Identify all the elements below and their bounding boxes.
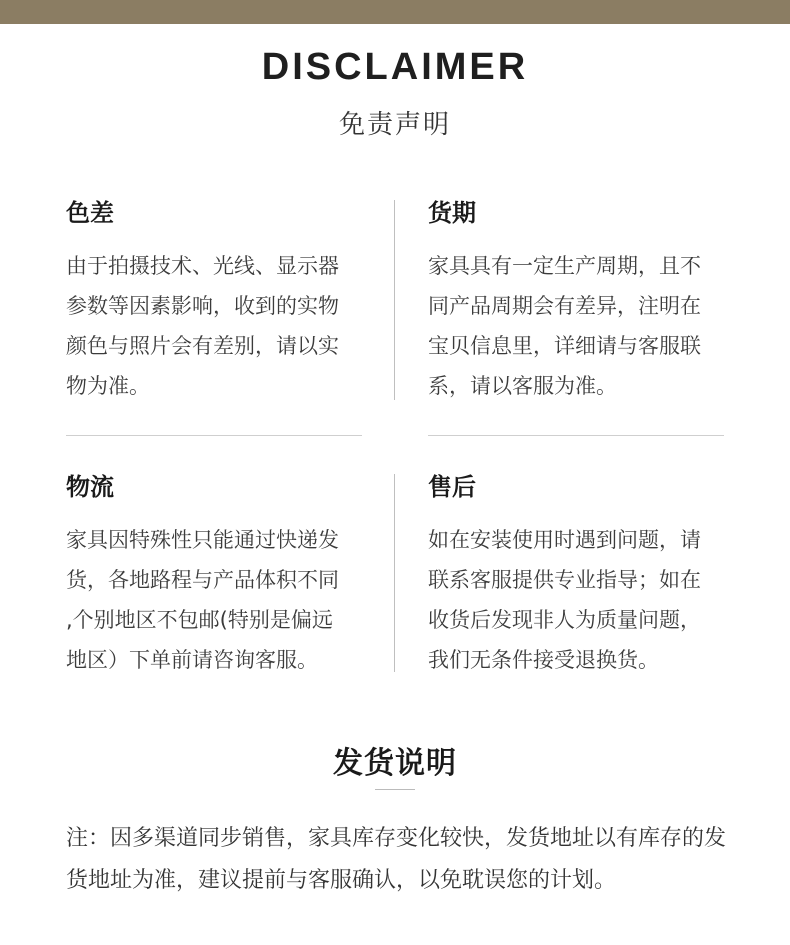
section-title: 售后 xyxy=(428,473,476,501)
shipping-title: 发货说明 xyxy=(333,746,457,781)
section-title: 色差 xyxy=(66,199,114,227)
section-title: 物流 xyxy=(66,473,114,501)
section-logistics xyxy=(66,470,366,680)
horizontal-divider xyxy=(66,435,362,436)
vertical-divider xyxy=(394,474,395,672)
section-title: 货期 xyxy=(428,199,476,227)
vertical-divider xyxy=(394,200,395,400)
section-body: 家具因特殊性只能通过快递发 货，各地路程与产品体积不同 ,个别地区不包邮(特别是偏远 地区）下单前请咨询客服。 xyxy=(66,528,339,672)
section-after-sales xyxy=(428,470,728,680)
shipping-title-underline xyxy=(375,789,415,790)
page-title: DISCLAIMER xyxy=(261,46,529,88)
section-body: 如在安装使用时遇到问题，请 联系客服提供专业指导；如在 收货后发现非人为质量问题， 我们无条件接受退换货。 xyxy=(428,528,701,672)
page-subtitle: 免责声明 xyxy=(338,110,451,140)
shipping-note: 注：因多渠道同步销售，家具库存变化较快，发货地址以有库存的发货地址为准，建议提前与客服确认，以免耽误您的计划。 xyxy=(66,826,727,893)
section-delivery-time xyxy=(428,196,728,406)
section-body: 家具具有一定生产周期，且不 同产品周期会有差异，注明在 宝贝信息里，详细请与客服联 系，请以客服为准。 xyxy=(428,254,701,398)
top-color-bar xyxy=(0,0,790,24)
section-color-difference xyxy=(66,196,366,406)
horizontal-divider xyxy=(428,435,724,436)
section-body: 由于拍摄技术、光线、显示器 参数等因素影响，收到的实物 颜色与照片会有差别，请以实 物为准。 xyxy=(66,254,339,398)
